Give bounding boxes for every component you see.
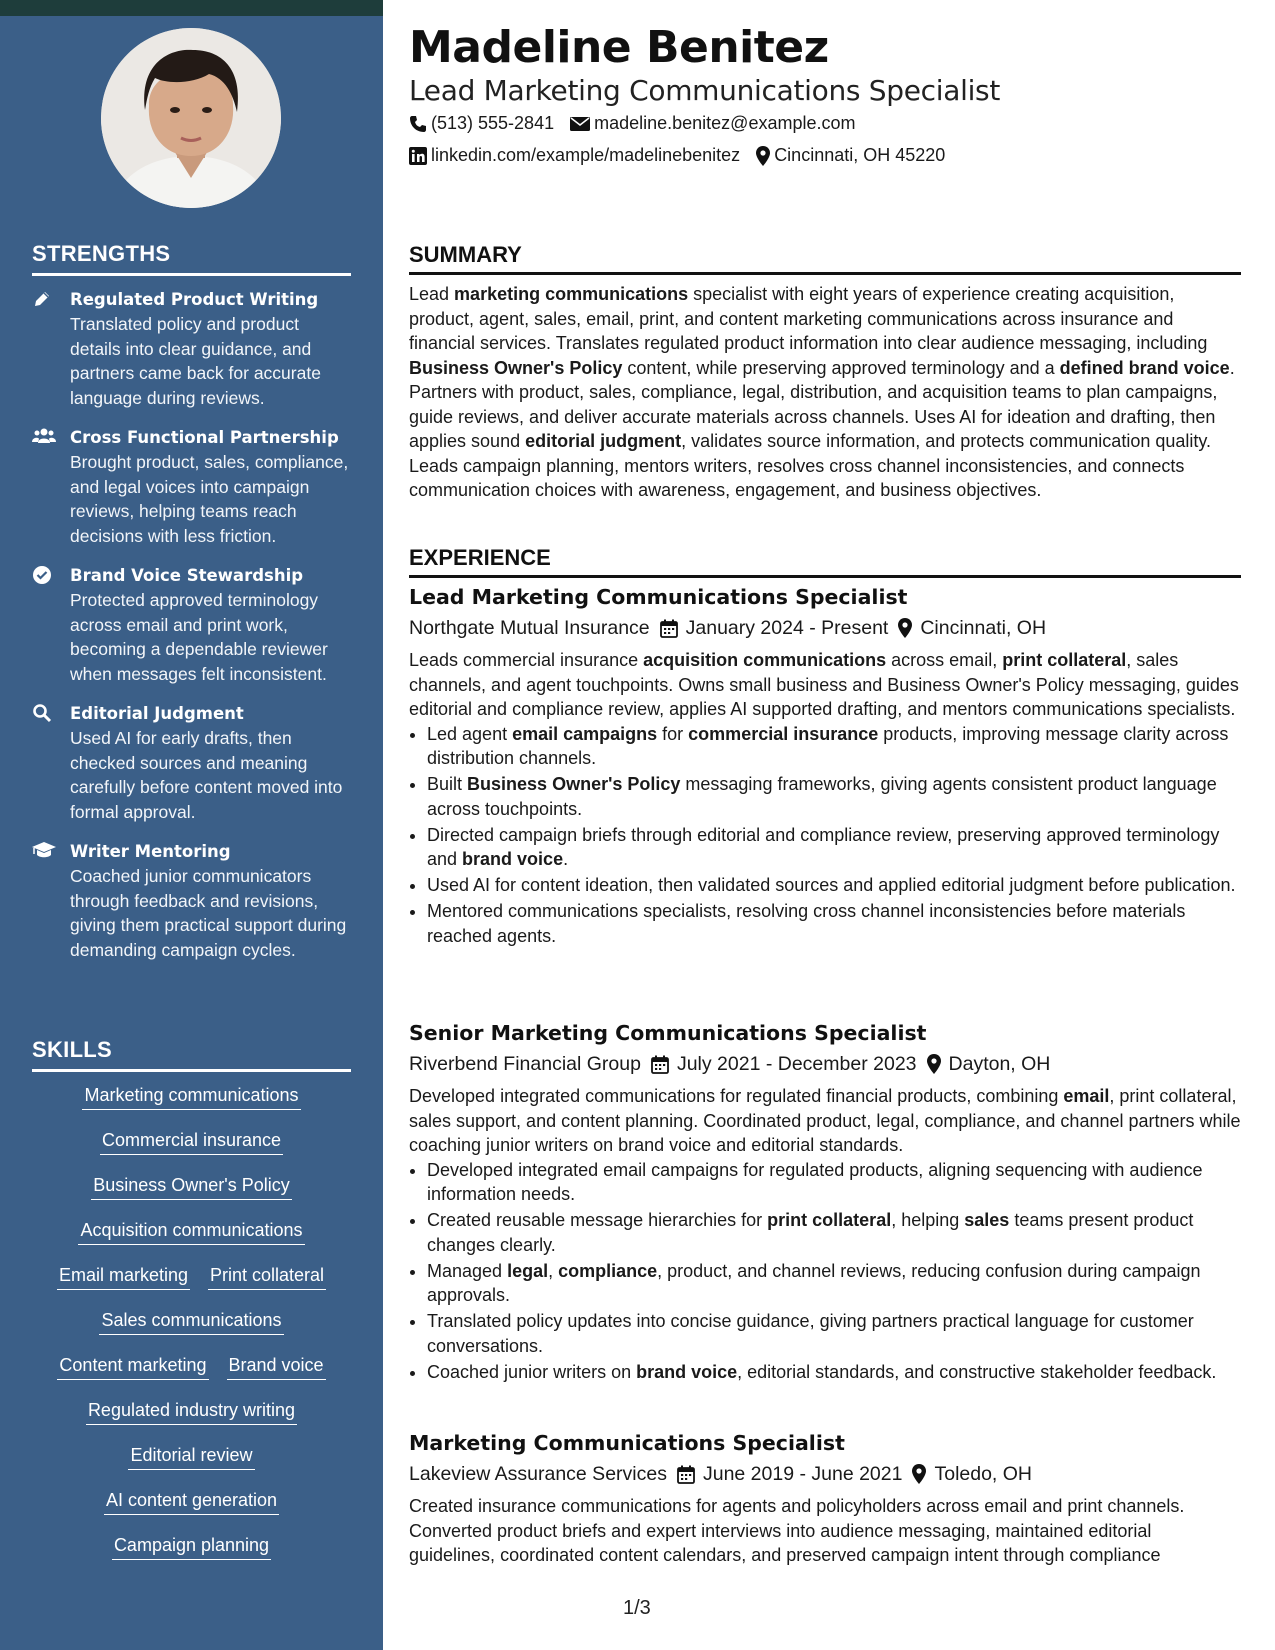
job-bullet: • Translated policy updates into concise guidance, giving partners practical language for customer conversations.: [427, 1309, 1241, 1358]
profile-photo: [101, 28, 281, 208]
email-text: madeline.benitez@example.com: [594, 113, 856, 133]
calendar-icon: [651, 1055, 669, 1074]
map-pin-icon: [927, 1054, 941, 1074]
contact-linkedin[interactable]: [409, 145, 740, 166]
search-icon: [32, 701, 70, 824]
candidate-name: Madeline Benitez: [409, 22, 829, 73]
skill-tag: Campaign planning: [112, 1533, 271, 1560]
job-title: Marketing Communications Specialist: [409, 1431, 845, 1455]
strength-title: Brand Voice Stewardship: [70, 566, 304, 585]
job-bullet: • Developed integrated email campaigns for regulated products, aligning sequencing with audience information needs.: [427, 1158, 1241, 1207]
skill-tag: Sales communications: [99, 1308, 283, 1335]
strength-description: Brought product, sales, compliance, and legal voices into campaign reviews, helping teams reach decisions with less friction.: [70, 452, 349, 546]
strength-title: Regulated Product Writing: [70, 290, 319, 309]
job-bullets: [409, 722, 1241, 949]
location-text: Cincinnati, OH 45220: [774, 145, 946, 165]
skill-tag: Editorial review: [128, 1443, 254, 1470]
job-bullet: • Managed legal, compliance, product, and channel reviews, reducing confusion during campaign approvals.: [427, 1259, 1241, 1308]
users-icon: [32, 425, 70, 548]
job-meta: [409, 612, 1241, 644]
job-bullet: • Built Business Owner's Policy messaging frameworks, giving agents consistent product language across touchpoints.: [427, 772, 1241, 821]
skills-heading: SKILLS: [32, 1037, 351, 1072]
summary-heading: SUMMARY: [409, 242, 1241, 275]
job-meta: [409, 1458, 1241, 1490]
company-name: Northgate Mutual Insurance: [409, 617, 650, 639]
skill-tag: Marketing communications: [82, 1083, 300, 1110]
phone-icon: [409, 115, 427, 133]
summary-text: Lead marketing communications specialist with eight years of experience creating acquisition, product, agent, sales, email, print, and content marketing communications across insurance and financial services. Translates regulated product information into clear audience messaging, including Business Owner's Policy content, while preserving approved terminology and a defined brand voice. Partners with product, sales, compliance, legal, distribution, and acquisition teams to plan campaigns, guide reviews, and deliver accurate materials across channels. Uses AI for ideation and drafting, then applies sound editorial judgment, validates source information, and protects communication quality. Leads campaign planning, mentors writers, resolves cross channel inconsistencies, and connects communication choices with awareness, engagement, and business objectives.: [409, 284, 1235, 500]
contact-email[interactable]: [570, 113, 855, 134]
sidebar: [0, 0, 383, 1650]
envelope-icon: [570, 116, 590, 132]
job-bullet: • Directed campaign briefs through editorial and compliance review, preserving approved terminology and brand voice.: [427, 823, 1241, 872]
contact-row-1: [409, 113, 856, 134]
job-description: Leads commercial insurance acquisition communications across email, print collateral, sales channels, and agent touchpoints. Owns small business and Business Owner's Policy messaging, guides editorial and compliance review, applies AI supported drafting, and mentors communications specialists.: [409, 650, 1239, 719]
skill-tag: Brand voice: [227, 1353, 326, 1380]
job-bullet: • Led agent email campaigns for commercial insurance products, improving message clarity across distribution channels.: [427, 722, 1241, 771]
phone-text: (513) 555-2841: [431, 113, 555, 133]
linkedin-icon: [409, 147, 427, 165]
profile-photo-portrait: [101, 28, 281, 208]
job-entry: [409, 582, 1241, 950]
job-bullet: • Created reusable message hierarchies for print collateral, helping sales teams present product changes clearly.: [427, 1208, 1241, 1257]
strength-item: [32, 839, 351, 962]
skill-tag: Print collateral: [208, 1263, 326, 1290]
strengths-heading: STRENGTHS: [32, 241, 351, 276]
strength-description: Translated policy and product details into clear guidance, and partners came back for accurate language during reviews.: [70, 314, 321, 408]
graduation-cap-icon: [32, 839, 70, 962]
job-location: Dayton, OH: [948, 1053, 1051, 1075]
strength-title: Editorial Judgment: [70, 704, 244, 723]
skill-tag: Content marketing: [57, 1353, 208, 1380]
strength-title: Cross Functional Partnership: [70, 428, 339, 447]
skills-list: [32, 1083, 351, 1578]
pencil-icon: [32, 287, 70, 410]
job-description: Developed integrated communications for regulated financial products, combining email, print collateral, sales support, and content planning. Coordinated product, legal, compliance, and channel partners while coaching junior writers on brand voice and editorial standards.: [409, 1086, 1241, 1155]
skill-tag: Acquisition communications: [78, 1218, 304, 1245]
job-dates: January 2024 - Present: [685, 617, 889, 639]
strength-description: Used AI for early drafts, then checked sources and meaning carefully before content moved into formal approval.: [70, 728, 343, 822]
strength-description: Protected approved terminology across email and print work, becoming a dependable reviewer when messages felt inconsistent.: [70, 590, 328, 684]
calendar-icon: [660, 619, 678, 638]
job-title: Senior Marketing Communications Specialist: [409, 1021, 927, 1045]
contact-location: [756, 145, 945, 166]
company-name: Lakeview Assurance Services: [409, 1463, 667, 1485]
company-name: Riverbend Financial Group: [409, 1053, 641, 1075]
job-bullet: • Used AI for content ideation, then validated sources and applied editorial judgment before publication.: [427, 873, 1241, 898]
job-bullet: • Mentored communications specialists, resolving cross channel inconsistencies before materials reached agents.: [427, 899, 1241, 948]
skill-tag: Commercial insurance: [100, 1128, 283, 1155]
job-dates: June 2019 - June 2021: [702, 1463, 903, 1485]
map-pin-icon: [898, 618, 912, 638]
strength-item: [32, 287, 351, 410]
job-meta: [409, 1048, 1241, 1080]
strength-item: [32, 563, 351, 686]
experience-heading: EXPERIENCE: [409, 545, 1241, 578]
job-location: Toledo, OH: [934, 1463, 1033, 1485]
strength-item: [32, 425, 351, 548]
job-dates: July 2021 - December 2023: [676, 1053, 917, 1075]
linkedin-text: linkedin.com/example/madelinebenitez: [431, 145, 741, 165]
strength-item: [32, 701, 351, 824]
job-bullet: • Coached junior writers on brand voice, editorial standards, and constructive stakeholder feedback.: [427, 1360, 1241, 1385]
sidebar-top-bar: [0, 0, 383, 16]
page-number: 1/3: [623, 1597, 651, 1619]
job-title: Lead Marketing Communications Specialist: [409, 585, 908, 609]
job-description: Created insurance communications for agents and policyholders across email and print channels. Converted product briefs and expert interviews into audience messaging, maintained editorial guidelines, coordinated content calendars, and preserved campaign intent through compliance: [409, 1496, 1185, 1565]
job-location: Cincinnati, OH: [920, 617, 1047, 639]
job-entry: [409, 1428, 1241, 1568]
map-pin-icon: [912, 1464, 926, 1484]
strength-title: Writer Mentoring: [70, 842, 231, 861]
calendar-icon: [677, 1465, 695, 1484]
job-bullets: [409, 1158, 1241, 1385]
strengths-list: [32, 287, 351, 977]
candidate-title: Lead Marketing Communications Specialist: [409, 74, 1001, 107]
skill-tag: Email marketing: [57, 1263, 190, 1290]
skill-tag: AI content generation: [104, 1488, 279, 1515]
strength-description: Coached junior communicators through feedback and revisions, giving them practical support during demanding campaign cycles.: [70, 866, 347, 960]
skill-tag: Business Owner's Policy: [91, 1173, 292, 1200]
check-circle-icon: [32, 563, 70, 686]
map-pin-icon: [756, 146, 770, 166]
contact-phone[interactable]: [409, 113, 554, 134]
contact-row-2: [409, 145, 945, 166]
job-entry: [409, 1018, 1241, 1386]
skill-tag: Regulated industry writing: [86, 1398, 297, 1425]
